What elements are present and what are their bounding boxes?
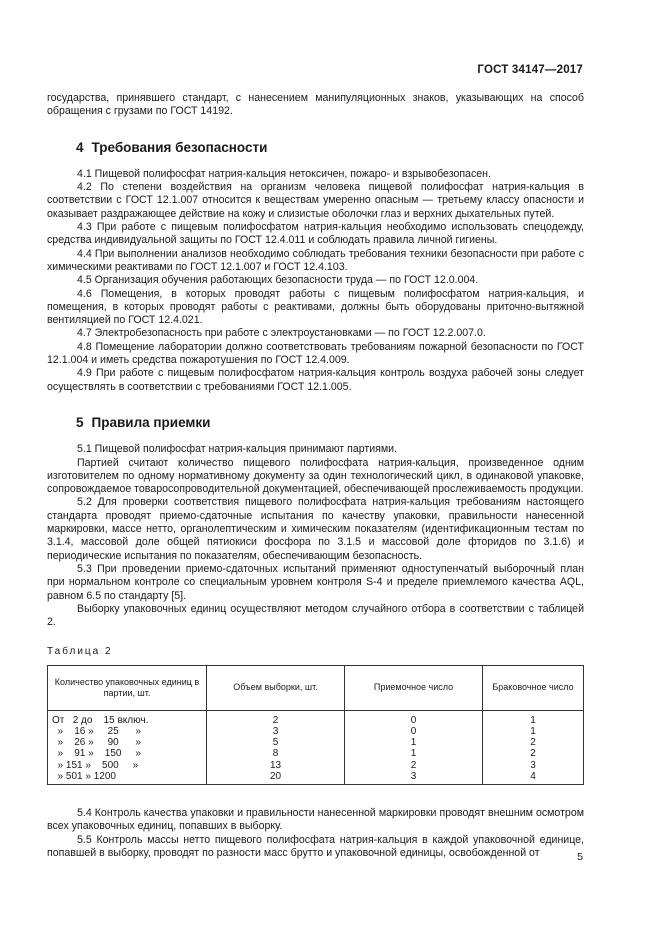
lot-size-cell: » 26 » 90 »: [48, 737, 207, 748]
lot-size-cell: » 501 » 1200: [48, 771, 207, 785]
lot-size-cell: » 151 » 500 »: [48, 760, 207, 771]
paragraph-4-2: 4.2 По степени воздействия на организм человека пищевой полифосфат натрия-кальция в соответствии с ГОСТ 12.1.007 относится к веществам умеренно опасным — третьему классу опасности и оказывает раздражающее действие на кожу и слизистые оболочки глаз и верхних дыхательных путей.: [47, 181, 584, 220]
paragraph-5-2: 5.2 Для проверки соответствия пищевого полифосфата натрия-кальция требованиям настоящего стандарта проводят приемо-сдаточные испытания по качеству упаковки, правильности нанесенной маркировки, массе нетто, органолептическим и химическим показателям (идентификационным тестам по 3.1.4, массовой доле общей пятиокиси фосфора по 3.1.5 и массовой доле фторидов по 3.1.6) и периодические испытания по показателям, обеспечивающим безопасность.: [47, 496, 584, 562]
lot-size-cell: От 2 до 15 включ.: [48, 710, 207, 726]
sample-size-cell: 20: [207, 771, 345, 785]
paragraph-4-5: 4.5 Организация обучения работающих безопасности труда — по ГОСТ 12.0.004.: [77, 274, 479, 287]
document-header: ГОСТ 34147—2017: [477, 64, 583, 76]
paragraph-5-1-batch: Партией считают количество пищевого полифосфата натрия-кальция, произведенное одним изготовителем по одному нормативному документу за один технологический цикл, в одинаковой упаковке, сопровождаемое товаросопроводительной документацией, обеспечивающей прослеживаемость продукции.: [47, 456, 584, 496]
paragraph-4-6: 4.6 Помещения, в которых проводят работы с пищевым полифосфатом натрия-кальция, и помещения, в которых проводят работы с реактивами, должны быть оборудованы приточно-вытяжной вентиляцией по ГОСТ 12.4.021.: [47, 287, 584, 327]
header-lot-size: Количество упаковочных единиц в партии, шт.: [48, 665, 207, 710]
acceptance-cell: 3: [345, 771, 483, 785]
table-row: [48, 710, 584, 726]
acceptance-cell: 0: [345, 710, 483, 726]
paragraph-5-5: 5.5 Контроль массы нетто пищевого полифосфата натрия-кальция в каждой упаковочной единице, попавшей в выборку, проводят по разности масс брутто и упаковочной единицы, освобожденной от: [47, 833, 584, 859]
header-acceptance-number: Приемочное число: [345, 665, 483, 710]
rejection-cell: 4: [483, 771, 584, 785]
table-header-row: [48, 665, 584, 710]
rejection-cell: 2: [483, 748, 584, 759]
table-row: [48, 726, 584, 737]
lot-size-cell: » 91 » 150 »: [48, 748, 207, 759]
rejection-cell: 3: [483, 760, 584, 771]
page-number: 5: [577, 851, 583, 863]
sample-size-cell: 5: [207, 737, 345, 748]
post-table-text: [47, 807, 584, 860]
document-body: [47, 92, 584, 860]
paragraph-4-1: 4.1 Пищевой полифосфат натрия-кальция нетоксичен, пожаро- и взрывобезопасен.: [77, 167, 491, 180]
table-row: [48, 737, 584, 748]
paragraph-5-4: 5.4 Контроль качества упаковки и правильности нанесенной маркировки проводят внешним осмотром всех упаковочных единиц, попавших в выборку.: [47, 806, 584, 833]
acceptance-cell: 1: [345, 748, 483, 759]
section-4-number: 4: [76, 139, 84, 155]
table-row: [48, 771, 584, 785]
acceptance-cell: 0: [345, 726, 483, 737]
table-row: [48, 760, 584, 771]
sample-size-cell: 3: [207, 726, 345, 737]
rejection-cell: 2: [483, 737, 584, 748]
lot-size-cell: » 16 » 25 »: [48, 726, 207, 737]
paragraph-4-9: 4.9 При работе с пищевым полифосфатом натрия-кальция контроль воздуха рабочей зоны следует осуществлять в соответствии с требованиями ГОСТ 12.1.005.: [47, 367, 584, 393]
sampling-table: [47, 665, 584, 785]
rejection-cell: 1: [483, 710, 584, 726]
table-row: [48, 748, 584, 759]
acceptance-cell: 1: [345, 737, 483, 748]
section-5-title: Правила приемки: [91, 414, 211, 430]
table-caption: Таблица 2: [47, 646, 113, 658]
paragraph-5-3: 5.3 При проведении приемо-сдаточных испытаний применяют одноступенчатый выборочный план при нормальном контроле со специальным уровнем контроля S-4 и пределе приемлемого качества AQL, равном 6.5 по стандарту [5].: [47, 562, 584, 602]
paragraph-5-1: 5.1 Пищевой полифосфат натрия-кальция принимают партиями.: [77, 443, 398, 456]
rejection-cell: 1: [483, 726, 584, 737]
header-rejection-number: Браковочное число: [483, 665, 584, 710]
sample-size-cell: 8: [207, 748, 345, 759]
paragraph-4-8: 4.8 Помещение лаборатории должно соответствовать требованиям пожарной безопасности по ГОСТ 12.1.004 и иметь средства пожаротушения по ГОСТ 12.4.009.: [47, 340, 584, 367]
header-sample-size: Объем выборки, шт.: [207, 665, 345, 710]
section-5-heading: [76, 416, 584, 429]
paragraph-4-7: 4.7 Электробезопасность при работе с электроустановками — по ГОСТ 12.2.007.0.: [77, 327, 486, 340]
paragraph-5-3-sampling: Выборку упаковочных единиц осуществляют методом случайного отбора в соответствии с таблицей 2.: [47, 602, 584, 629]
section-4-title: Требования безопасности: [91, 139, 268, 155]
acceptance-cell: 2: [345, 760, 483, 771]
paragraph-4-4: 4.4 При выполнении анализов необходимо соблюдать требования техники безопасности при работе с химическими реактивами по ГОСТ 12.1.007 и ГОСТ 12.4.103.: [47, 247, 584, 273]
paragraph-4-3: 4.3 При работе с пищевым полифосфатом натрия-кальция необходимо использовать спецодежду, средства индивидуальной защиты по ГОСТ 12.4.011 и соблюдать правила личной гигиены.: [47, 221, 584, 247]
sample-size-cell: 13: [207, 760, 345, 771]
sample-size-cell: 2: [207, 710, 345, 726]
section-5-number: 5: [76, 414, 84, 430]
intro-paragraph: государства, принявшего стандарт, с нанесением манипуляционных знаков, указывающих на способ обращения с грузами по ГОСТ 14192.: [47, 92, 584, 118]
section-4-heading: [76, 141, 584, 154]
